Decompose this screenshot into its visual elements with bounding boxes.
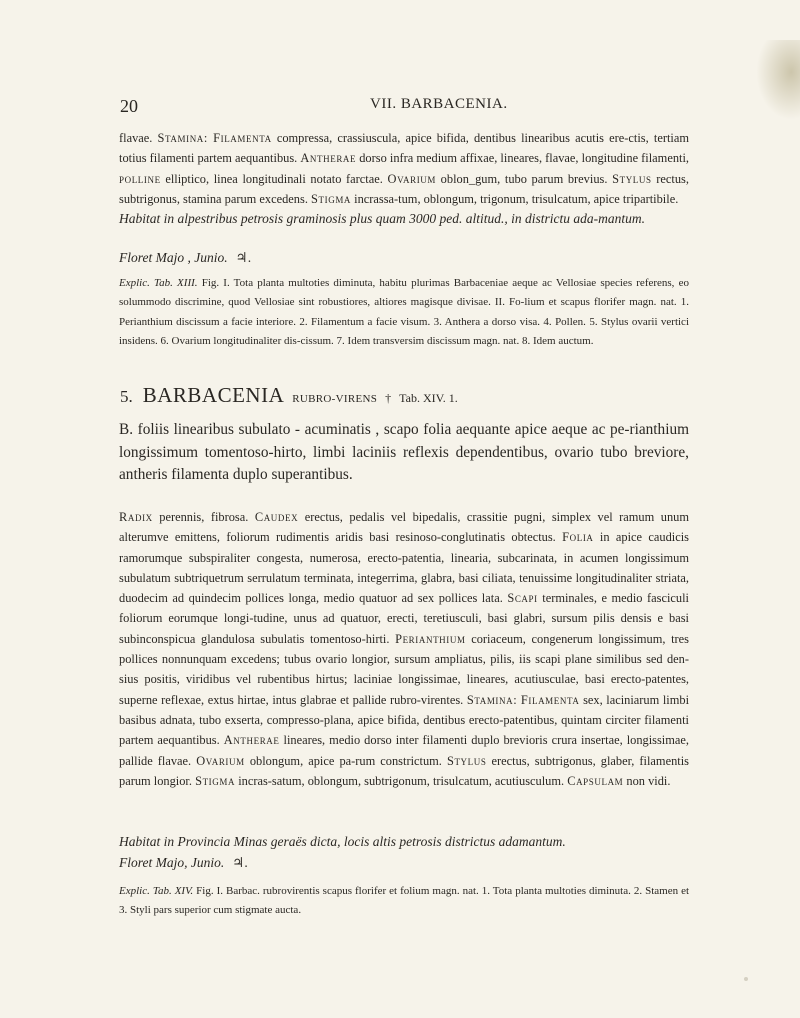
stamina-label: Stamina: (157, 131, 208, 145)
page-header (120, 96, 680, 118)
stigma-label: Stigma (195, 773, 236, 788)
antherae-label: Antherae (300, 151, 357, 166)
page-number: 20 (120, 96, 138, 116)
dagger-mark: † (385, 391, 392, 405)
explic-label: Explic. (119, 885, 150, 897)
species-description: Radix perennis, fibrosa. Caudex erectus, pedalis vel bipedalis, crassitie pugni, simplex vel ramum unum alterumve emittens, foliorum rudimentis aridis basi resinoso-conglutinatis obtectus. Folia in apice caudicis ramorumque subspiraliter congesta, numerosa, erecto-patentia, linearia, subcarinata, in acumen longissimum subulatum subtriquetrum serrulatum terminata, integerrima, glabra, basi ciliata, tenuissime longitudinaliter striata, duodecim ad quindecim pollices longa, medio quatuor ad sex pollices lata. Scapi terminales, e medio fasciculi foliorum eorumque longi-tudine, unus ad quatuor, erecti, teretiusculi, basi glabri, sursum pilis densis e basi subinconspicua glandulosa subulatis tomentoso-hirti. Perianthium coriaceum, congenerum longissimum, tres pollices nonnunquam excedens; tubus ovario longior, sursum ampliatus, pilis, iis scapi plane similibus sed den-sius positis, viridibus vel rubentibus hirtus; laciniae longissimae, lineares, acutiusculae, basi erecto-patentes, superne reflexae, extus hirtae, intus glabrae et pallide rubro-virentes. Stamina: Filamenta sex, laciniarum limbi basibus adnata, tubo exserta, compresso-plana, apice bifida, dentibus erecto-patentibus, quintam circiter filamenti partem aequantibus. Antherae lineares, medio dorso inter filamenti duplo brevioris crura insertae, longissimae, pallide flavae. Ovarium oblongum, apice pa-rum constrictum. Stylus erectus, subtrigonus, glaber, filamentis parum longior. Stigma incras-satum, oblongum, subtrigonum, trisulcatum, acutiusculum. Capsulam non vidi. (119, 510, 690, 788)
floret-line: Floret Majo, Junio. ♃. (119, 855, 248, 870)
ovarium-label: Ovarium (196, 753, 245, 768)
filamenta-label: Filamenta (520, 692, 580, 707)
ovarium-label: Ovarium (387, 171, 437, 186)
perennial-symbol: ♃. (232, 855, 248, 870)
explic-tab: Tab. XIII. (154, 277, 198, 289)
caudex-label: Caudex (254, 510, 299, 524)
species-epithet: RUBRO-VIRENS (292, 393, 378, 405)
plate-explanation: Explic. Tab. XIII. Fig. I. Tota planta multoties diminuta, habitu plurimas Barbaceniae aeque ac Vellosiae species referens, eo solummodo discrimine, quod Vellosiae sint robustiores, altiores magisque divisae. II. Fo-lium et scapus florifer magn. nat. 1. Perianthium discissum a facie interiore. 2. Filamentum a facie visum. 3. Anthera a dorso visa. 4. Pollen. 5. Stylus ovarii vertici insidens. 6. Ovarium longitudinaliter dis-cissum. 7. Idem transversim discissum magn. nat. 8. Idem auctum. (119, 277, 689, 347)
polline-label: polline (119, 171, 161, 186)
perianthium-label: Perianthium (395, 631, 466, 646)
explic-tab: Tab. XIV. (152, 885, 194, 897)
genus-name: BARBACENIA (142, 383, 285, 407)
species-diagnosis: B. foliis linearibus subulato - acuminatis , scapo folia aequante apice aeque ac pe-rianthium longissimum tomentoso-hirto, limbi laciniis reflexis dependentibus, ovario tubo breviore, antheris filamenta duplo superantibus. (119, 421, 689, 483)
habitat-line: Habitat in Provincia Minas geraës dicta, locis altis petrosis districtus adamantum. (119, 834, 566, 849)
prev-species-paragraph: flavae. Stamina: Filamenta compressa, crassiuscula, apice bifida, dentibus linearibus acutis ere-ctis, tertiam totius filamenti partem aequantibus. Antherae dorso infra medium affixae, lineares, flavae, longitudine filamenti, polline elliptico, linea longitudinali notato farctae. Ovarium oblon_gum, tubo parum brevius. Stylus rectus, subtrigonus, stamina parum excedens. Stigma incrassa-tum, oblongum, trigonum, trisulcatum, apice tripartibile. (119, 131, 689, 206)
plate-explanation: Explic. Tab. XIV. Fig. I. Barbac. rubrovirentis scapus florifer et folium magn. nat. 1. Tota planta multoties diminuta. 2. Stamen et 3. Styli pars superior cum stigmate aucta. (119, 885, 690, 916)
floret-line: Floret Majo , Junio. ♃. (119, 250, 252, 265)
plate-reference: Tab. XIV. 1. (399, 391, 458, 405)
capsulam-label: Capsulam (567, 773, 624, 788)
stylus-label: Stylus (612, 171, 652, 186)
paper-stain (756, 40, 800, 120)
scapi-label: Scapi (507, 591, 538, 606)
paper-speck (744, 977, 748, 981)
habitat-line: Habitat in alpestribus petrosis graminosis plus quam 3000 ped. altitud., in districtu ada-mantum. (119, 211, 646, 226)
species-number: 5. (120, 387, 133, 406)
stigma-label: Stigma (311, 191, 352, 206)
running-head: VII. BARBACENIA. (370, 96, 508, 112)
radix-label: Radix (119, 510, 153, 524)
perennial-symbol: ♃. (235, 250, 252, 265)
explic-label: Explic. (119, 277, 150, 289)
species-heading (120, 383, 680, 408)
stamina-label: Stamina: (466, 692, 518, 707)
folia-label: Folia (562, 530, 594, 545)
stylus-label: Stylus (446, 753, 487, 768)
antherae-label: Antherae (223, 733, 280, 748)
filamenta-label: Filamenta (213, 131, 272, 145)
